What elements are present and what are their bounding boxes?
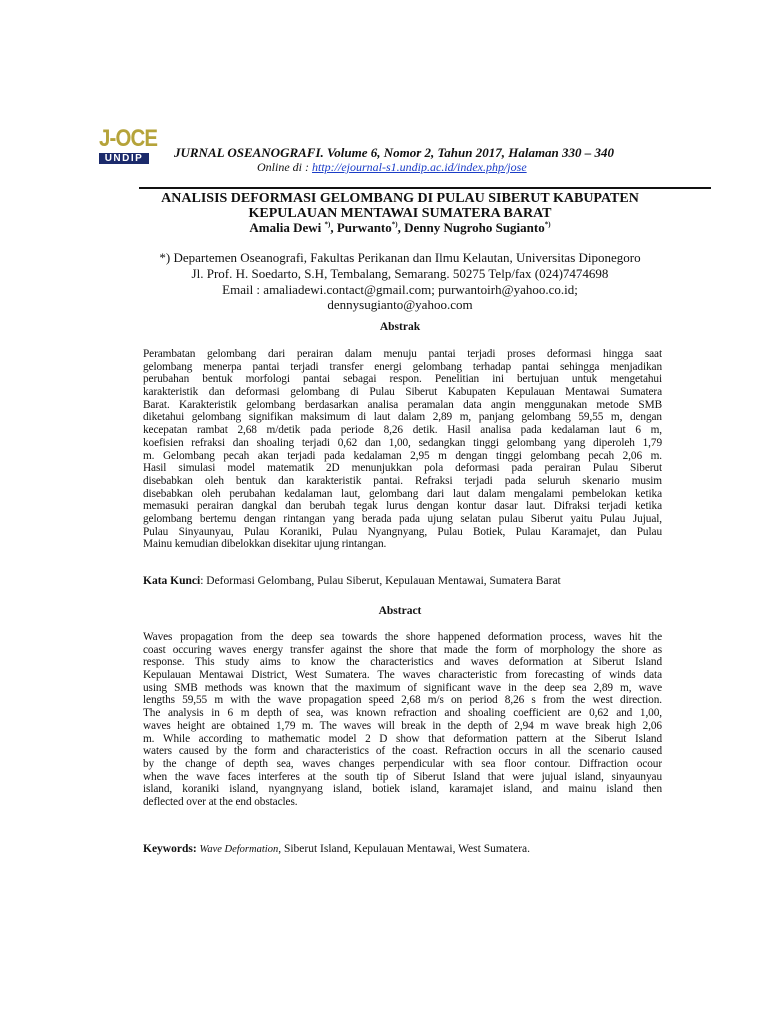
kata-kunci <box>143 575 561 587</box>
keywords-label: Keywords: <box>143 843 197 855</box>
author-2-mark: *) <box>391 220 398 229</box>
header-divider <box>139 187 711 189</box>
paragraph-line: lengths 59,55 m with the wave propagation speed 2,68 m/s on period 8,26 s from the west direction. <box>143 694 662 707</box>
kata-kunci-text: : Deformasi Gelombang, Pulau Siberut, Kepulauan Mentawai, Sumatera Barat <box>200 575 561 587</box>
paragraph-line: diketahui gelombang signifikan maksimum di laut dalam 2,89 m, panjang gelombang 59,55 m, dengan <box>143 411 662 424</box>
paragraph-line: disebabkan oleh bentuk dan karakteristik pantai. Refraksi terjadi pada seluruh skenario musim <box>143 474 662 487</box>
abstrak-heading: Abstrak <box>379 321 421 333</box>
paragraph-line: disebabkan oleh perubahan kedalaman laut, gelombang dari laut dalam mengalami pembelokan ketika <box>143 487 662 500</box>
paragraph-line: Kepulauan Mentawai District, West Sumatera. The waves characteristic from forecasting of winds data <box>143 669 662 682</box>
abstrak-body <box>143 348 662 551</box>
paper-title-line-1: ANALISIS DEFORMASI GELOMBANG DI PULAU SIBERUT KABUPATEN <box>161 191 639 206</box>
paragraph-line: Perambatan gelombang dari perairan dalam menuju pantai terjadi proses deformasi hingga saat <box>143 348 662 360</box>
affiliation-line-3: Email : amaliadewi.contact@gmail.com; purwantoirh@yahoo.co.id; <box>222 282 578 297</box>
paragraph-line: The analysis in 6 m depth of sea, was known refraction and shoaling coefficient are 0,62 and 1,00, <box>143 707 662 720</box>
paragraph-line: Hasil simulasi model matematik 2D menunjukkan pola deformasi pada perairan Pulau Siberut <box>143 462 662 475</box>
paragraph-line: Waves propagation from the deep sea towards the shore happened deformation process, waves hit the <box>143 631 662 643</box>
paragraph-line: when the wave faces interferes at the south tip of Siberut Island that were jujual island, sinyaunyau <box>143 770 662 783</box>
paragraph-line: using SMB methods was known that the maximum of significant wave in the deep sea 2,89 m, wave <box>143 681 662 694</box>
affiliation-line-4: dennysugianto@yahoo.com <box>327 297 473 312</box>
paragraph-line: gelombang bertemu dengan rintangan yang berada pada ujung selatan pulau Siberut yaitu Pulau Jujual, <box>143 512 662 525</box>
abstract-body <box>143 631 662 809</box>
paragraph-line: kecepatan rambat 2,68 m/detik pada periode 8,26 detik. Hasil analisa pada kedalaman laut 6 m, <box>143 424 662 437</box>
paragraph-line: perubahan bentuk morfologi pantai sebagai respon. Penelitian ini bertujuan untuk mengetahui <box>143 373 662 386</box>
paragraph-line: waves height are obtained 1,79 m. The waves will break in the depth of 2,94 m wave break high 2,06 <box>143 719 662 732</box>
logo-text: J-OCE <box>99 125 158 152</box>
author-3: , Denny Nugroho Sugianto <box>397 220 545 235</box>
paragraph-line: Pulau Sinyaunyau, Pulau Koraniki, Pulau Nyangnyang, Pulau Botiek, Pulau Karamajet, dan Pulau <box>143 525 662 538</box>
paragraph-line: koefisien refraksi dan shoaling terjadi 0,62 dan 1,00, sedangkan tinggi gelombang yang diperoleh 1,79 <box>143 436 662 449</box>
paragraph-line: memasuki perairan dangkal dan berubah tegak lurus dengan kontur dasar laut. Difraksi terjadi ketika <box>143 500 662 513</box>
paragraph-line: karakteristik dan deformasi gelombang di Pulau Siberut Kabupaten Kepulauan Mentawai Sumatera <box>143 386 662 399</box>
paragraph-line: waters caused by the form and characteristics of the coast. Refraction occurs in all the scenario caused <box>143 745 662 758</box>
paragraph-line: gelombang menerpa pantai terjadi transfer energi gelombang terhadap pantai sehingga menjadikan <box>143 360 662 373</box>
paragraph-line: coast occuring waves energy transfer against the shore that made the form of morphology the shore as <box>143 643 662 656</box>
journal-logo <box>99 126 159 164</box>
paper-title-line-2: KEPULAUAN MENTAWAI SUMATERA BARAT <box>248 206 552 221</box>
paragraph-line: response. This study aims to know the characteristics and waves deformation at Siberut Island <box>143 656 662 669</box>
author-1-mark: *) <box>324 220 331 229</box>
online-prefix: Online di : <box>257 160 312 174</box>
affiliation-line-2: Jl. Prof. H. Soedarto, S.H, Tembalang, Semarang. 50275 Telp/fax (024)7474698 <box>191 266 609 281</box>
paragraph-line: deflected over at the end obstacles. <box>143 795 298 808</box>
logo-sub: UNDIP <box>99 153 149 164</box>
abstract-heading: Abstract <box>378 605 422 617</box>
keywords <box>143 843 530 855</box>
paragraph-line: m. While according to mathematic model 2 D show that deformation pattern at the Siberut Island <box>143 732 662 745</box>
paragraph-line: island, koraniki island, nyangnyang island, botiek island, karamajet island, and mainu island then <box>143 783 662 796</box>
affiliation-line-1: *) Departemen Oseanografi, Fakultas Perikanan dan Ilmu Kelautan, Universitas Diponegoro <box>159 250 641 265</box>
journal-citation: JURNAL OSEANOGRAFI. Volume 6, Nomor 2, Tahun 2017, Halaman 330 – 340 <box>174 145 615 160</box>
keywords-italic: Wave Deformation <box>199 844 279 855</box>
author-3-mark: *) <box>544 220 551 229</box>
keywords-rest: , Siberut Island, Kepulauan Mentawai, West Sumatera. <box>278 843 531 855</box>
journal-url-link[interactable]: http://ejournal-s1.undip.ac.id/index.php/jose <box>312 160 527 174</box>
kata-kunci-label: Kata Kunci <box>143 575 201 587</box>
author-2: , Purwanto <box>330 220 392 235</box>
author-list <box>140 220 660 236</box>
paragraph-line: by the change of depth sea, waves changes perpendicular with sea floor contour. Diffraction ocour <box>143 757 662 770</box>
paragraph-line: m. Gelombang pecah akan terjadi pada kedalaman 2,95 m dengan tinggi gelombang pecah 2,06 m. <box>143 449 662 462</box>
paragraph-line: Mainu kemudian dibelokkan disekitar ujung rintangan. <box>143 538 387 551</box>
author-1: Amalia Dewi <box>249 220 322 235</box>
paragraph-line: Barat. Karakteristik gelombang berdasarkan analisa peramalan data angin menggunakan metode SMB <box>143 398 662 411</box>
online-line <box>257 160 527 175</box>
